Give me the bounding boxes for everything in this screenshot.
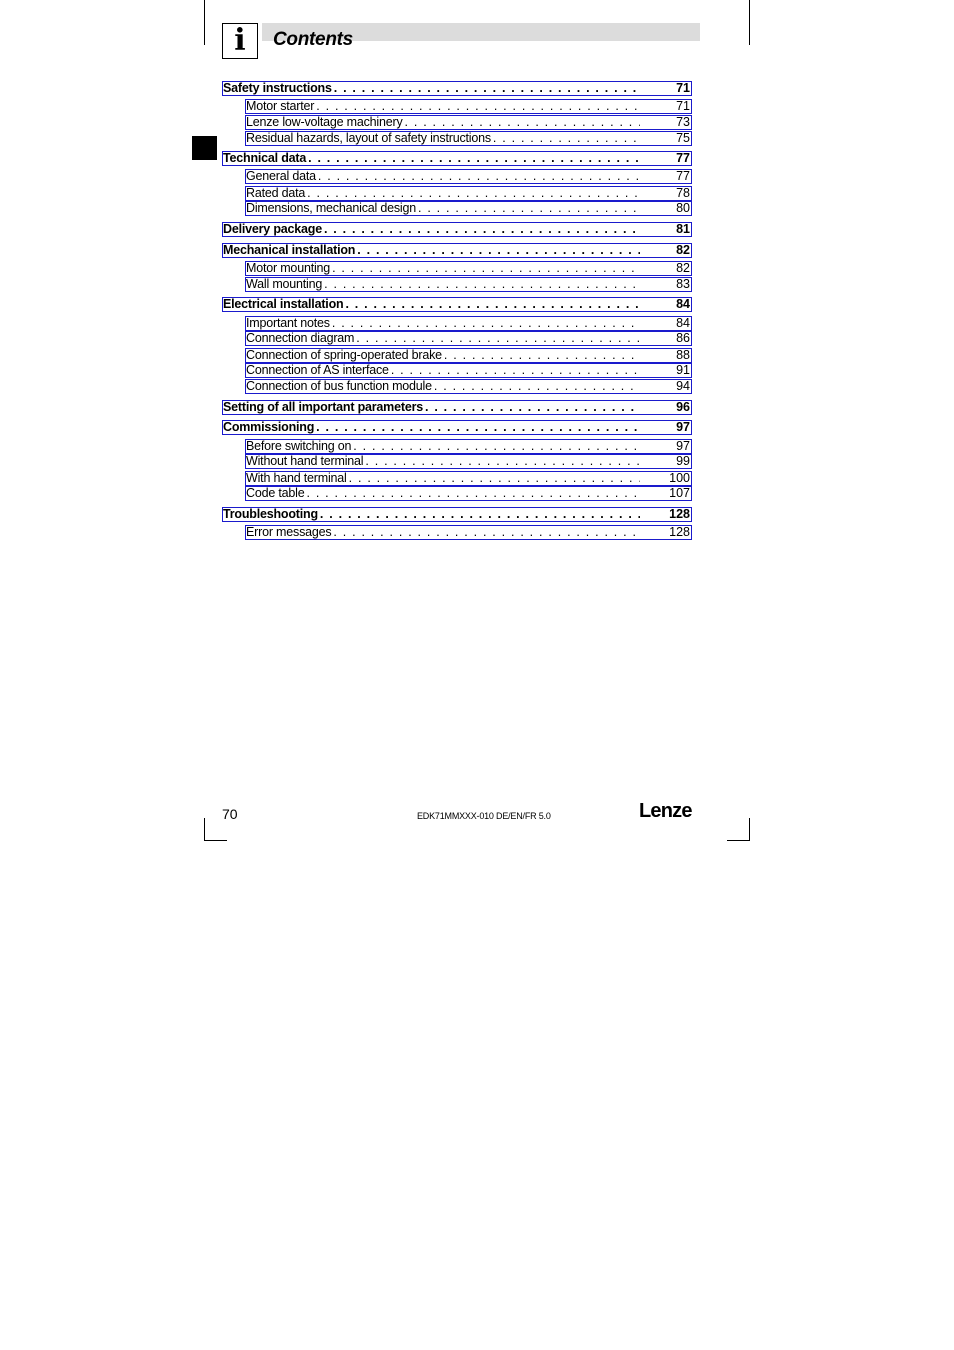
toc-leader-dots	[355, 244, 640, 257]
toc-section-link[interactable]	[245, 186, 692, 201]
toc-page-number: 80	[676, 201, 690, 215]
toc-page-number: 83	[676, 277, 690, 291]
toc-entry-label: Motor starter	[246, 99, 315, 113]
toc-leader-dots	[423, 401, 640, 414]
toc-entry-label: General data	[246, 169, 316, 183]
toc-leader-dots	[403, 116, 641, 129]
toc-leader-dots	[354, 332, 640, 345]
toc-page-number: 100	[669, 471, 690, 485]
toc-entry-label: Without hand terminal	[246, 454, 364, 468]
toc-entry-label: Error messages	[246, 525, 332, 539]
toc-page-number: 107	[669, 486, 690, 500]
toc-page-number: 77	[676, 169, 690, 183]
toc-leader-dots	[331, 526, 640, 539]
toc-leader-dots	[314, 100, 640, 113]
toc-page-number: 91	[676, 363, 690, 377]
toc-page-number: 81	[676, 222, 690, 236]
toc-leader-dots	[322, 223, 640, 236]
toc-section-link[interactable]	[245, 316, 692, 331]
info-icon: i	[222, 23, 258, 59]
toc-section-link[interactable]	[245, 99, 692, 114]
toc-page-number: 84	[676, 316, 690, 330]
toc-leader-dots	[363, 455, 640, 468]
toc-leader-dots	[351, 440, 640, 453]
toc-section-link[interactable]	[245, 169, 692, 184]
toc-section-link[interactable]	[245, 454, 692, 469]
toc-section-link[interactable]	[245, 261, 692, 276]
toc-entry-label: Residual hazards, layout of safety instructions	[246, 131, 491, 145]
toc-leader-dots	[304, 487, 640, 500]
toc-entry-label: Connection of bus function module	[246, 379, 432, 393]
toc-page-number: 84	[676, 297, 690, 311]
toc-entry-label: Troubleshooting	[223, 507, 318, 521]
toc-section-link[interactable]	[245, 115, 692, 130]
toc-entry-label: Dimensions, mechanical design	[246, 201, 416, 215]
crop-mark-bottom-left-v	[204, 818, 205, 841]
toc-leader-dots	[306, 152, 640, 165]
document-code: EDK71MMXXX-010 DE/EN/FR 5.0	[417, 811, 551, 821]
toc-leader-dots	[442, 349, 640, 362]
toc-leader-dots	[416, 202, 640, 215]
toc-chapter-link[interactable]	[222, 420, 692, 435]
toc-section-link[interactable]	[245, 131, 692, 146]
toc-chapter-link[interactable]	[222, 81, 692, 96]
toc-page-number: 86	[676, 331, 690, 345]
toc-entry-label: Mechanical installation	[223, 243, 356, 257]
toc-section-link[interactable]	[245, 363, 692, 378]
toc-page-number: 82	[676, 243, 690, 257]
page-title: Contents	[273, 29, 353, 50]
toc-entry-label: Connection diagram	[246, 331, 355, 345]
toc-section-link[interactable]	[245, 331, 692, 346]
toc-page-number: 77	[676, 151, 690, 165]
toc-section-link[interactable]	[245, 201, 692, 216]
toc-leader-dots	[330, 317, 640, 330]
toc-leader-dots	[322, 278, 640, 291]
toc-page-number: 71	[676, 81, 690, 95]
toc-leader-dots	[343, 298, 640, 311]
table-of-contents	[0, 0, 954, 560]
toc-leader-dots	[318, 508, 640, 521]
toc-entry-label: Lenze low-voltage machinery	[246, 115, 403, 129]
toc-entry-label: Setting of all important parameters	[223, 400, 423, 414]
toc-leader-dots	[305, 187, 640, 200]
toc-section-link[interactable]	[245, 439, 692, 454]
toc-entry-label: Connection of AS interface	[246, 363, 389, 377]
toc-chapter-link[interactable]	[222, 400, 692, 415]
toc-section-link[interactable]	[245, 471, 692, 486]
toc-page-number: 128	[669, 525, 690, 539]
toc-page-number: 75	[676, 131, 690, 145]
toc-leader-dots	[432, 380, 640, 393]
toc-entry-label: Technical data	[223, 151, 307, 165]
toc-leader-dots	[330, 262, 640, 275]
toc-leader-dots	[389, 364, 640, 377]
toc-page-number: 78	[676, 186, 690, 200]
toc-entry-label: Before switching on	[246, 439, 352, 453]
toc-page-number: 97	[676, 439, 690, 453]
crop-mark-bottom-right-h	[727, 840, 750, 841]
toc-entry-label: Important notes	[246, 316, 330, 330]
toc-entry-label: Safety instructions	[223, 81, 332, 95]
toc-entry-label: Rated data	[246, 186, 306, 200]
toc-section-link[interactable]	[245, 348, 692, 363]
toc-section-link[interactable]	[245, 525, 692, 540]
toc-entry-label: Delivery package	[223, 222, 322, 236]
toc-entry-label: Wall mounting	[246, 277, 323, 291]
toc-page-number: 96	[676, 400, 690, 414]
toc-leader-dots	[347, 472, 640, 485]
toc-section-link[interactable]	[245, 379, 692, 394]
toc-entry-label: Code table	[246, 486, 305, 500]
toc-page-number: 94	[676, 379, 690, 393]
toc-page-number: 99	[676, 454, 690, 468]
toc-chapter-link[interactable]	[222, 243, 692, 258]
toc-leader-dots	[332, 82, 640, 95]
toc-section-link[interactable]	[245, 486, 692, 501]
crop-mark-bottom-left-h	[204, 840, 227, 841]
toc-entry-label: Electrical installation	[223, 297, 344, 311]
toc-chapter-link[interactable]	[222, 222, 692, 237]
crop-mark-bottom-right-v	[749, 818, 750, 841]
toc-page-number: 97	[676, 420, 690, 434]
lenze-logo: Lenze	[639, 800, 692, 822]
toc-leader-dots	[491, 132, 640, 145]
toc-page-number: 128	[669, 507, 690, 521]
toc-entry-label: Motor mounting	[246, 261, 331, 275]
toc-page-number: 71	[676, 99, 690, 113]
toc-entry-label: Connection of spring-operated brake	[246, 348, 442, 362]
toc-leader-dots	[314, 421, 640, 434]
toc-page-number: 73	[676, 115, 690, 129]
toc-entry-label: Commissioning	[223, 420, 315, 434]
page-number: 70	[222, 806, 238, 822]
toc-page-number: 88	[676, 348, 690, 362]
toc-chapter-link[interactable]	[222, 151, 692, 166]
toc-page-number: 82	[676, 261, 690, 275]
toc-section-link[interactable]	[245, 277, 692, 292]
toc-entry-label: With hand terminal	[246, 471, 347, 485]
toc-chapter-link[interactable]	[222, 297, 692, 312]
toc-leader-dots	[316, 170, 640, 183]
toc-chapter-link[interactable]	[222, 507, 692, 522]
